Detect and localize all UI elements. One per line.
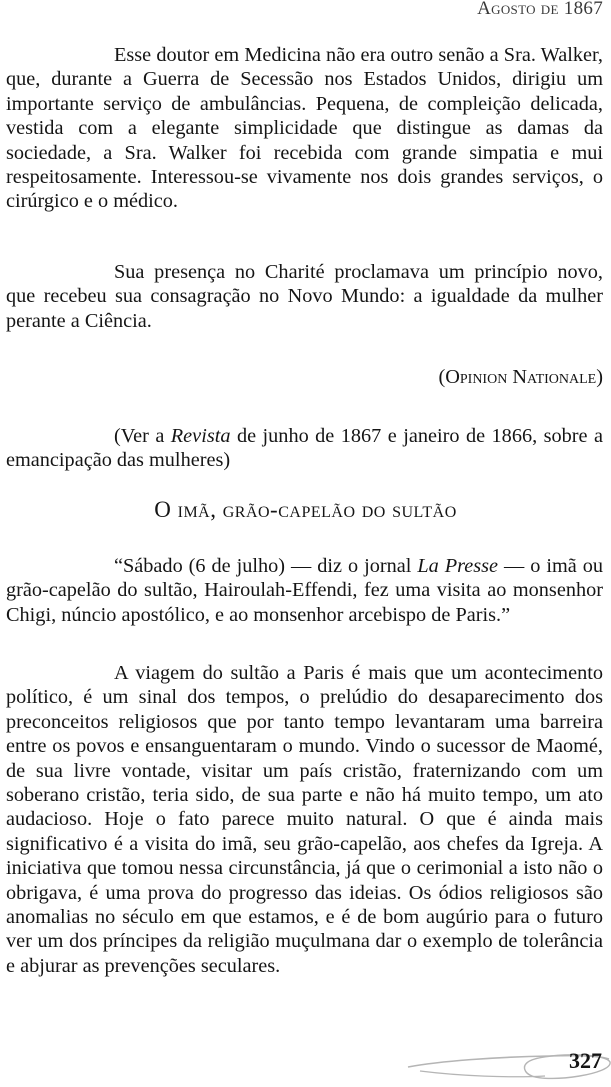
paragraph-4-italic: La Presse: [417, 555, 499, 577]
paragraph-3-italic: Revista: [170, 425, 231, 447]
paragraph-1: [6, 43, 603, 214]
paragraph-4: [6, 554, 603, 627]
page-number: 327: [569, 1048, 602, 1073]
source-attribution: [438, 366, 603, 389]
paragraph-4-before: “Sábado (6 de julho) — diz o jornal: [114, 555, 418, 577]
running-head: Agosto de 1867: [477, 0, 603, 19]
paragraph-4-text: [6, 554, 603, 627]
paragraph-3-text: [6, 424, 603, 473]
attribution-source-name: Opinion Nationale: [445, 366, 597, 388]
attribution-close: ): [596, 366, 603, 388]
paragraph-2-text: Sua presença no Charité proclamava um princípio novo, que recebeu sua consagração no Novo Mundo: a igualdade da mulher perante a Ciência.: [6, 261, 603, 332]
paragraph-4-after: — o imã ou grão-capelão do sultão, Hairoulah-Effendi, fez uma visita ao monsenhor Chigi, núncio apostólico, e ao monsenhor arcebispo de Paris.”: [6, 555, 603, 626]
paragraph-3: [6, 424, 603, 473]
paragraph-5-text: A viagem do sultão a Paris é mais que um acontecimento político, é um sinal dos tempos, o prelúdio do desaparecimento dos preconceitos religiosos que por tanto tempo levantaram uma barreira entre os povos e ensanguentaram o mundo. Vindo o sucessor de Maomé, de sua livre vontade, visitar um país cristão, fraternizando com um soberano cristão, teria sido, de sua parte e não há muito tempo, um ato audacioso. Hoje o fato parece muito natural. O que é ainda mais significativo é a visita do imã, seu grão-capelão, aos chefes da Igreja. A iniciativa que tomou nessa circunstância, já que o cerimonial a isto não o obrigava, é uma prova do progresso das ideias. Os ódios religiosos são anomalias no século em que estamos, e é de bom augúrio para o futuro ver um dos príncipes da religião muçulmana dar o exemplo de tolerância e abjurar as prevenções seculares.: [6, 662, 603, 977]
attribution-open: (: [438, 366, 446, 388]
paragraph-3-after: de junho de 1867 e janeiro de 1866, sobre a emancipação das mulheres): [6, 425, 603, 472]
paragraph-3-before: (Ver a: [114, 425, 171, 447]
paragraph-1-text: Esse doutor em Medicina não era outro senão a Sra. Walker, que, durante a Guerra de Secessão nos Estados Unidos, dirigiu um importante serviço de ambulâncias. Pequena, de compleição delicada, vestida com a elegante simplicidade que distingue as damas da sociedade, a Sra. Walker foi recebida com grande simpatia e mui respeitosamente. Interessou-se vivamente nos dois grandes serviços, o cirúrgico e o médico.: [6, 44, 603, 213]
paragraph-5: [6, 661, 603, 978]
paragraph-2: [6, 260, 603, 333]
section-heading: O imã, grão-capelão do sultão: [154, 497, 457, 522]
